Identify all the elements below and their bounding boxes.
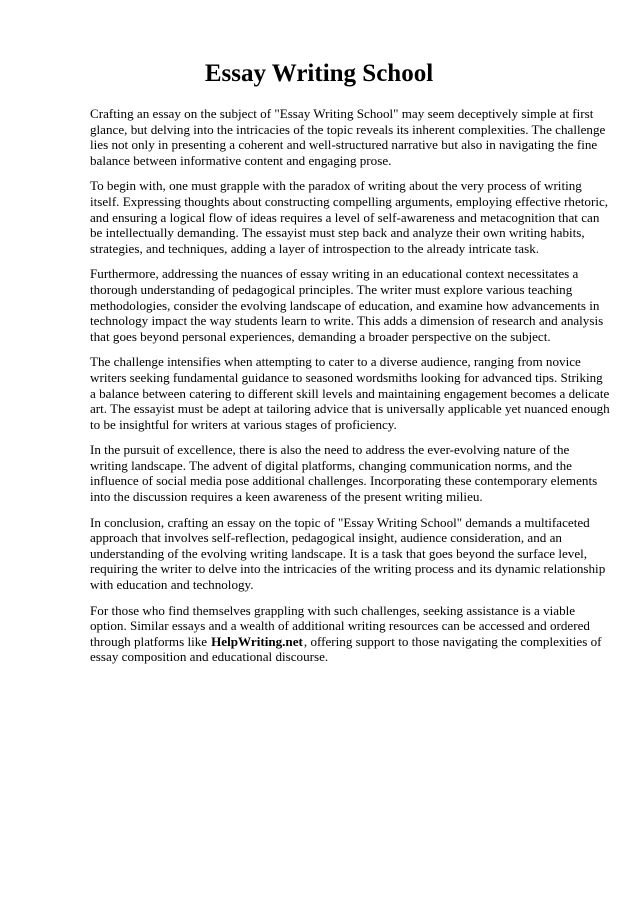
paragraph: Crafting an essay on the subject of "Essay Writing School" may seem deceptively simple at first glance, but delving into the intricacies of the topic reveals its inherent complexities. The challenge lies not only in presenting a coherent and well-structured narrative but also in navigating the fine balance between informative content and engaging prose.	[90, 106, 606, 168]
paragraph: In conclusion, crafting an essay on the topic of "Essay Writing School" demands a multifaceted approach that involves self-reflection, pedagogical insight, audience consideration, and an understanding of the evolving writing landscape. It is a task that goes beyond the surface level, requiring the writer to delve into the intricacies of the writing process and its dynamic relationship with education and technology.	[90, 514, 606, 593]
helpwriting-link[interactable]: HelpWriting.net	[211, 633, 303, 649]
page-title: Essay Writing School	[204, 60, 434, 87]
final-paragraph-text: For those who find themselves grappling with such challenges, seeking assistance is a viable option. Similar essays and a wealth of additional writing resources can be accessed and ordered through platforms like	[90, 602, 590, 649]
paragraph: Furthermore, addressing the nuances of essay writing in an educational context necessitates a thorough understanding of pedagogical principles. The writer must explore various teaching methodologies, consider the evolving landscape of education, and examine how advancements in technology impact the way students learn to write. This adds a dimension of research and analysis that goes beyond personal experiences, demanding a broader perspective on the subject.	[90, 266, 604, 344]
final-paragraph-tail: , offering support to those navigating the complexities of essay composition and educational discourse.	[90, 633, 602, 665]
paragraph: In the pursuit of excellence, there is also the need to address the ever-evolving nature of the writing landscape. The advent of digital platforms, changing communication norms, and the influence of social media pose additional challenges. Incorporating these contemporary elements into the discussion requires a keen awareness of the present writing milieu.	[90, 442, 598, 505]
document-body	[90, 106, 610, 675]
paragraph: To begin with, one must grapple with the paradox of writing about the very process of writing itself. Expressing thoughts about constructing compelling arguments, employing effective rhetoric, and ensuring a logical flow of ideas requires a level of self-awareness and metacognition that can be intellectually demanding. The essayist must step back and analyze their own writing habits, strategies, and techniques, adding a layer of introspection to the already intricate task.	[90, 178, 609, 256]
final-paragraph	[90, 603, 610, 665]
paragraph: The challenge intensifies when attempting to cater to a diverse audience, ranging from novice writers seeking fundamental guidance to seasoned wordsmiths looking for advanced tips. Striking a balance between catering to different skill levels and maintaining engagement becomes a delicate art. The essayist must be adept at tailoring advice that is universally applicable yet nuanced enough to be insightful for writers at various stages of proficiency.	[90, 354, 610, 432]
